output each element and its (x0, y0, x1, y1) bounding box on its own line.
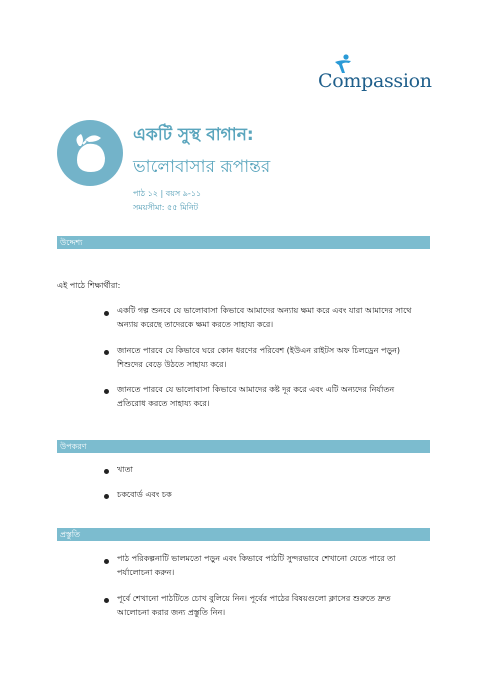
section-materials-header: উপকরণ (57, 440, 430, 453)
preparation-item: পাঠ পরিকল্পনাটি ভালমতো পড়ুন এবং কিভাবে পাঠটি সুন্দরভাবে শেখানো যেতে পারে তা পর্যালোচনা করুন। (117, 554, 396, 577)
lesson-icon-circle (57, 120, 123, 186)
lesson-duration: সময়সীমা: ৫৫ মিনিট (133, 203, 199, 212)
objective-item: জানতে পারবে যে কিভাবে ঘরে কোন ধরণের পরিবেশ (ইউএন রাইটস অফ চিলড্রেন পড়ুন) শিশুদের বেড়ে উঠতে সাহায্য করে। (117, 346, 400, 369)
bullet-icon (104, 311, 109, 316)
objective-item: জানতে পারবে যে ভালোবাসা কিভাবে আমাদের কষ্ট দূর করে এবং এটি অন্যদের নির্যাতন প্রতিরোধ করতে সাহায্য করে। (117, 385, 395, 408)
compassion-logo (318, 54, 430, 98)
material-item: খাতা (117, 465, 133, 474)
material-item: চকবোর্ড এবং চক (117, 490, 172, 499)
bullet-icon (104, 559, 109, 564)
bullet-icon (104, 494, 109, 499)
section-objective-header: উদ্দেশ্য (57, 236, 430, 249)
lesson-meta: পাঠ ১২ | বয়স ৯-১১ (133, 189, 202, 198)
mango-icon (69, 130, 111, 176)
lesson-title-line2: ভালোবাসার রূপান্তর (133, 157, 271, 177)
bullet-icon (104, 350, 109, 355)
objective-intro: এই পাঠে শিক্ষার্থীরা: (57, 281, 121, 290)
bullet-icon (104, 469, 109, 474)
logo-text: Compassion (318, 70, 432, 92)
bullet-icon (104, 389, 109, 394)
section-preparation-header: প্রস্তুতি (57, 528, 430, 541)
objective-item: একটি গল্প শুনবে যে ভালোবাসা কিভাবে আমাদের অন্যায় ক্ষমা করে এবং যারা আমাদের সাথে অন্যায় করেছে তাদেরকে ক্ষমা করতে সাহায্য করে। (117, 306, 412, 329)
bullet-icon (104, 598, 109, 603)
lesson-header (57, 118, 437, 218)
preparation-item: পূর্বে শেখানো পাঠটিতে চোখ বুলিয়ে নিন। পূর্বের পাঠের বিষয়গুলো ক্লাসের শুরুতে দ্রুত আলোচনা করার জন্য প্রস্তুতি নিন। (117, 594, 391, 617)
lesson-title-line1: একটি সুস্থ বাগান: (133, 125, 254, 145)
